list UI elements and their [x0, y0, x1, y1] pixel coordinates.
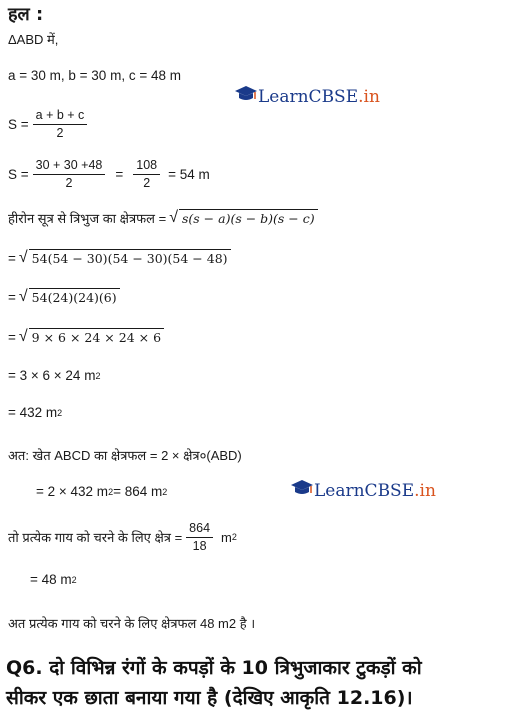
field-calc-a: = 2 × 432 m — [36, 484, 109, 499]
s-numerator: a + b + c — [33, 107, 88, 125]
per-cow-den: 18 — [192, 539, 207, 553]
step2-eq: = — [8, 289, 16, 305]
step3-line — [8, 328, 164, 346]
step5-line — [8, 405, 62, 420]
step2-radicand: 54(24)(24)(6) — [29, 288, 120, 306]
step5-text: = 432 m — [8, 405, 58, 420]
logo-text: LearnCBSE — [314, 480, 415, 501]
step2-line — [8, 288, 120, 306]
step1-sqrt: √ 54(54 − 30)(54 − 30)(54 − 48) — [19, 249, 231, 267]
step1-eq: = — [8, 250, 16, 266]
per-cow-result — [30, 572, 77, 587]
per-cow-unit: m — [221, 529, 232, 545]
s-value-den2: 2 — [143, 176, 151, 190]
solution-heading: हल : — [8, 4, 44, 25]
per-cow-sup: 2 — [231, 532, 237, 542]
s-value-num2: 108 — [133, 157, 160, 175]
step2-sqrt: √ 54(24)(24)(6) — [19, 288, 120, 306]
per-cow-fraction — [186, 520, 213, 554]
field-area-line: अत: खेत ABCD का क्षेत्रफल = 2 × क्षेत्र०(ABD) — [8, 448, 242, 463]
s-denominator: 2 — [56, 126, 64, 140]
s-lhs: S = — [8, 116, 29, 132]
s-formula — [8, 107, 91, 141]
per-cow-result-text: = 48 m — [30, 572, 72, 587]
step1-radicand: 54(54 − 30)(54 − 30)(54 − 48) — [29, 249, 231, 267]
s-value-fraction2 — [133, 157, 160, 191]
field-calc-line — [36, 484, 167, 499]
logo-text: LearnCBSE — [258, 86, 359, 107]
step3-sqrt: √ 9 × 6 × 24 × 24 × 6 — [19, 328, 164, 346]
s-value-fraction1 — [33, 157, 106, 191]
per-cow-result-sup: 2 — [71, 574, 77, 585]
step4-line — [8, 368, 100, 383]
per-cow-line — [8, 520, 237, 554]
s-fraction — [33, 107, 88, 141]
s-value-den1: 2 — [65, 176, 73, 190]
per-cow-num: 864 — [186, 520, 213, 538]
s-value-result: = 54 m — [168, 166, 210, 182]
step3-radicand: 9 × 6 × 24 × 24 × 6 — [29, 328, 164, 346]
step3-eq: = — [8, 329, 16, 345]
s-value-num1: 30 + 30 +48 — [33, 157, 106, 175]
heron-line — [8, 209, 318, 227]
step5-sup: 2 — [57, 407, 63, 418]
step1-line — [8, 249, 231, 267]
logo-top — [234, 84, 380, 109]
step4-sup: 2 — [95, 370, 101, 381]
field-calc-sup1: 2 — [108, 486, 114, 497]
per-cow-text: तो प्रत्येक गाय को चरने के लिए क्षेत्र = — [8, 530, 183, 545]
sides-line: a = 30 m, b = 30 m, c = 48 m — [8, 68, 181, 83]
field-calc-sup2: 2 — [162, 486, 168, 497]
s-value-eq: = — [115, 166, 124, 182]
s-value — [8, 157, 210, 191]
question-line1: Q6. दो विभिन्न रंगों के कपड़ों के 10 त्रिभुजाकार टुकड़ों को — [6, 657, 422, 679]
heron-text: हीरोन सूत्र से त्रिभुज का क्षेत्रफल = — [8, 211, 167, 226]
heron-radicand: s(s − a)(s − b)(s − c) — [179, 209, 318, 227]
logo-suffix: .in — [358, 86, 380, 107]
s-value-lhs: S = — [8, 166, 29, 182]
graduation-cap-icon — [290, 478, 314, 503]
step4-text: = 3 × 6 × 24 m — [8, 368, 96, 383]
field-calc-b: = 864 m — [113, 484, 163, 499]
triangle-label: ΔABD में, — [8, 32, 59, 47]
logo-suffix: .in — [414, 480, 436, 501]
heron-sqrt: √ s(s − a)(s − b)(s − c) — [169, 209, 317, 227]
graduation-cap-icon — [234, 84, 258, 109]
conclusion-line: अत प्रत्येक गाय को चरने के लिए क्षेत्रफल 48 m2 है । — [8, 616, 256, 631]
question-line2: सीकर एक छाता बनाया गया है (देखिए आकृति 12.16)। — [6, 687, 413, 709]
logo-bottom — [290, 478, 436, 503]
